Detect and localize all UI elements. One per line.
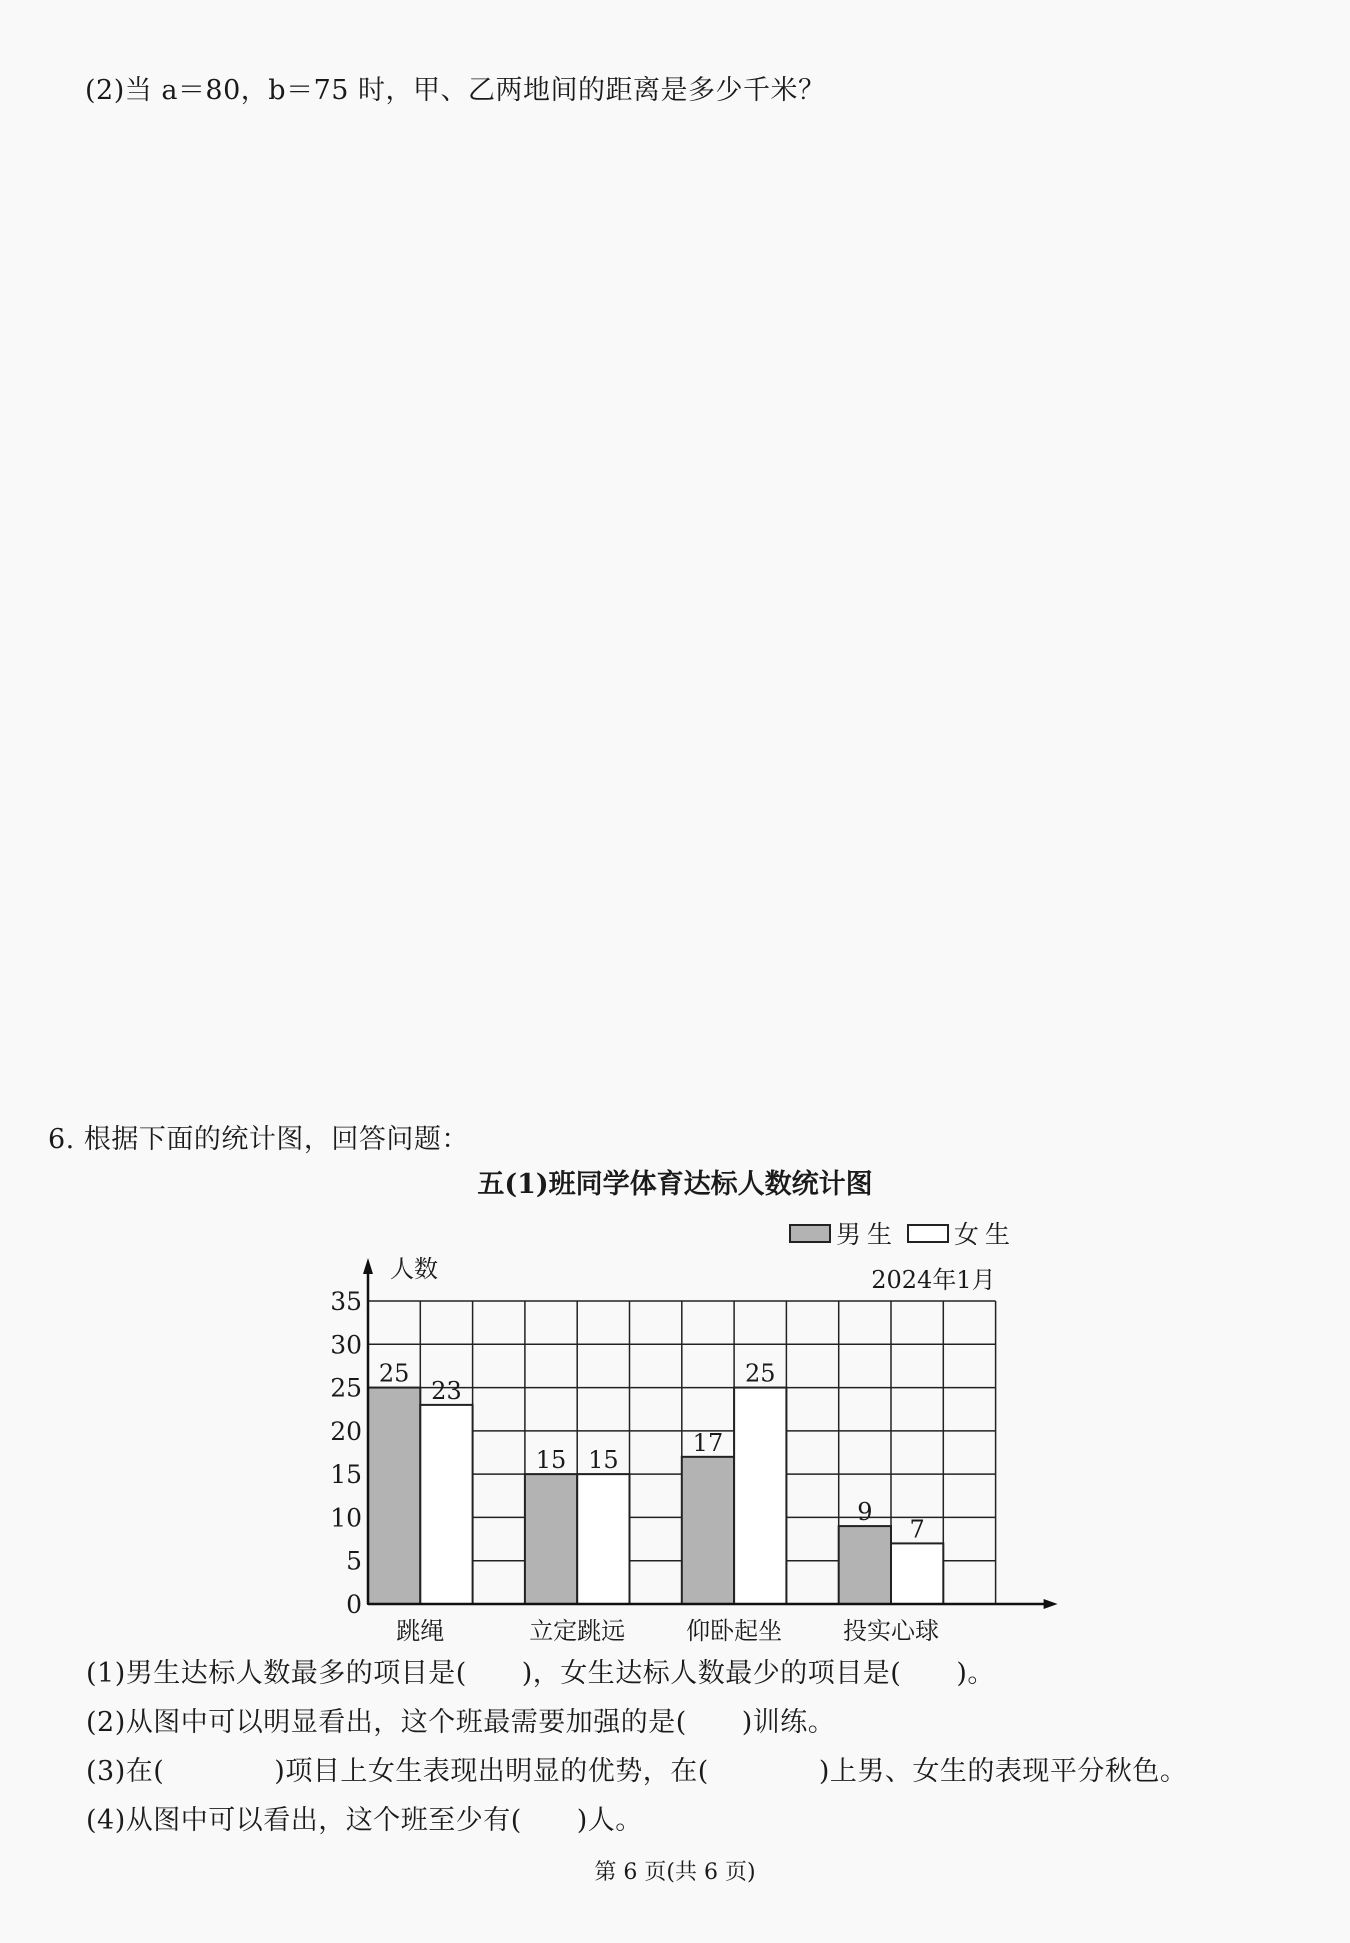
y-tick-label: 20 bbox=[330, 1416, 362, 1446]
data-label: 17 bbox=[692, 1428, 724, 1457]
category-label: 投实心球 bbox=[843, 1617, 939, 1645]
page-footer: 第 6 页(共 6 页) bbox=[594, 1860, 756, 1885]
x-axis-arrow-icon bbox=[1044, 1599, 1058, 1609]
bar-boys-1 bbox=[368, 1388, 420, 1604]
category-label: 立定跳远 bbox=[529, 1617, 626, 1645]
bar-boys-2 bbox=[525, 1474, 577, 1604]
bar-girls-4 bbox=[891, 1543, 943, 1604]
legend-swatch-girls bbox=[908, 1225, 948, 1242]
data-label: 25 bbox=[378, 1359, 410, 1388]
chart-date: 2024年1月 bbox=[871, 1266, 996, 1294]
chart-title: 五(1)班同学体育达标人数统计图 bbox=[477, 1169, 873, 1200]
question-5-part-2: (2)当 a＝80，b＝75 时，甲、乙两地间的距离是多少千米？ bbox=[85, 75, 826, 106]
question-6-prompt: 6. 根据下面的统计图，回答问题： bbox=[48, 1124, 469, 1155]
y-tick-label: 0 bbox=[346, 1590, 362, 1619]
bar-girls-3 bbox=[734, 1388, 786, 1604]
data-label: 23 bbox=[431, 1376, 462, 1405]
sub-question-3: (3)在( )项目上女生表现出明显的优势，在( )上男、女生的表现平分秋色。 bbox=[86, 1756, 1188, 1787]
data-label: 7 bbox=[909, 1515, 925, 1544]
y-tick-label: 5 bbox=[346, 1546, 362, 1576]
bar-boys-3 bbox=[682, 1457, 734, 1604]
legend-label: 女生 bbox=[954, 1220, 1017, 1249]
y-tick-label: 25 bbox=[330, 1373, 362, 1403]
category-label: 跳绳 bbox=[396, 1617, 445, 1645]
y-tick-label: 10 bbox=[330, 1503, 362, 1533]
chart-bars bbox=[368, 1388, 943, 1604]
y-tick-label: 35 bbox=[330, 1287, 362, 1316]
sub-question-1: (1)男生达标人数最多的项目是( )，女生达标人数最少的项目是( )。 bbox=[86, 1658, 995, 1689]
legend-label: 男生 bbox=[836, 1220, 899, 1249]
sub-question-4: (4)从图中可以看出，这个班至少有( )人。 bbox=[86, 1805, 643, 1836]
data-label: 15 bbox=[588, 1446, 619, 1475]
y-axis-label: 人数 bbox=[390, 1255, 438, 1283]
y-axis-arrow-icon bbox=[363, 1258, 373, 1274]
legend-swatch-boys bbox=[790, 1225, 830, 1242]
data-label: 9 bbox=[857, 1498, 873, 1527]
bar-girls-1 bbox=[420, 1405, 472, 1604]
y-tick-label: 30 bbox=[330, 1330, 362, 1360]
data-label: 25 bbox=[744, 1359, 776, 1388]
chart-legend bbox=[790, 1220, 1016, 1249]
bar-boys-4 bbox=[839, 1526, 891, 1604]
category-label: 仰卧起坐 bbox=[686, 1617, 783, 1645]
y-tick-label: 15 bbox=[330, 1460, 362, 1490]
sub-question-2: (2)从图中可以明显看出，这个班最需要加强的是( )训练。 bbox=[86, 1707, 836, 1738]
bar-girls-2 bbox=[577, 1474, 629, 1604]
data-label: 15 bbox=[535, 1446, 567, 1475]
